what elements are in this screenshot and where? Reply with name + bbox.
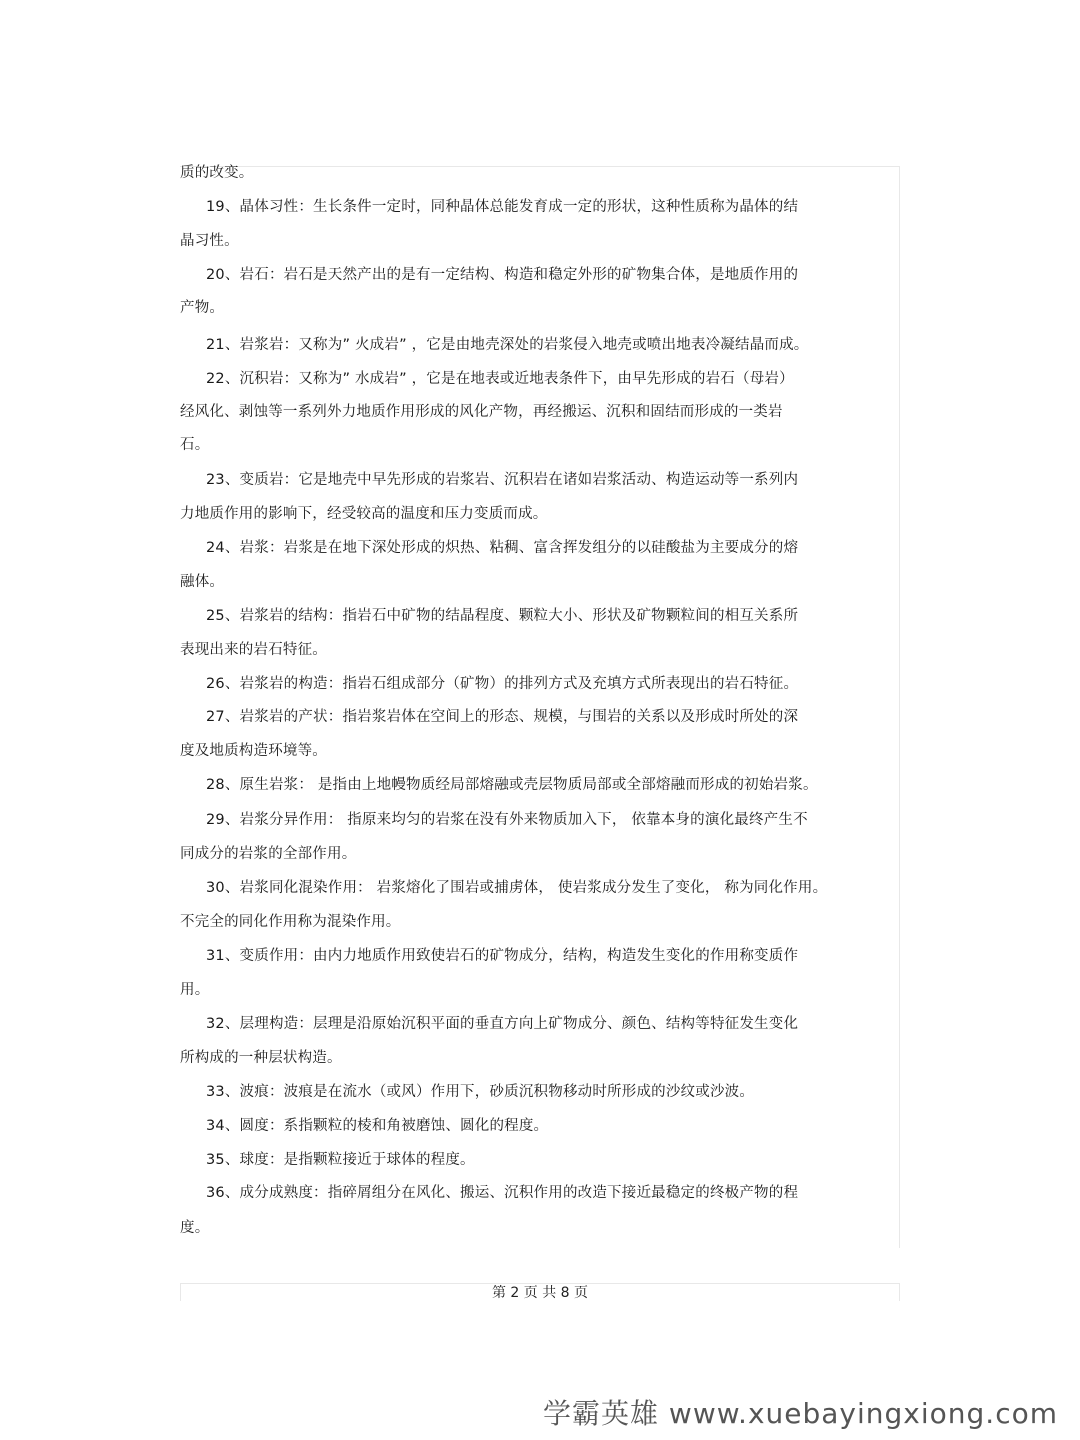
text-line: 石。 [180, 437, 210, 453]
text-line: 34、圆度：系指颗粒的棱和角被磨蚀、圆化的程度。 [206, 1118, 549, 1134]
text-line: 35、球度：是指颗粒接近于球体的程度。 [206, 1152, 475, 1168]
text-line: 22、沉积岩：又称为” 水成岩” ，它是在地表或近地表条件下，由早先形成的岩石（母岩） [206, 371, 794, 387]
text-line: 用。 [180, 982, 210, 998]
text-line: 产物。 [180, 300, 225, 316]
text-line: 33、波痕：波痕是在流水（或风）作用下，砂质沉积物移动时所形成的沙纹或沙波。 [206, 1084, 755, 1100]
text-line: 度及地质构造环境等。 [180, 743, 327, 759]
text-line: 23、变质岩：它是地壳中早先形成的岩浆岩、沉积岩在诸如岩浆活动、构造运动等一系列内 [206, 472, 799, 488]
text-line: 晶习性。 [180, 233, 239, 249]
text-line: 28、原生岩浆： 是指由上地幔物质经局部熔融或壳层物质局部或全部熔融而形成的初始岩浆。 [206, 777, 818, 793]
text-line: 经风化、剥蚀等一系列外力地质作用形成的风化产物，再经搬运、沉积和固结而形成的一类岩 [180, 404, 783, 420]
text-line: 所构成的一种层状构造。 [180, 1050, 342, 1066]
text-line: 力地质作用的影响下，经受较高的温度和压力变质而成。 [180, 506, 548, 522]
text-line: 融体。 [180, 574, 225, 590]
site-watermark: 学霸英雄 www.xuebayingxiong.com [543, 1397, 1058, 1430]
text-line: 同成分的岩浆的全部作用。 [180, 846, 357, 862]
text-line: 质的改变。 [180, 165, 254, 181]
text-line: 24、岩浆：岩浆是在地下深处形成的炽热、粘稠、富含挥发组分的以硅酸盐为主要成分的熔 [206, 540, 799, 556]
text-line: 度。 [180, 1220, 210, 1236]
text-line: 不完全的同化作用称为混染作用。 [180, 914, 401, 930]
text-line: 30、岩浆同化混染作用： 岩浆熔化了围岩或捕虏体， 使岩浆成分发生了变化， 称为同化作用。 [206, 880, 828, 896]
text-line: 26、岩浆岩的构造：指岩石组成部分（矿物）的排列方式及充填方式所表现出的岩石特征。 [206, 676, 799, 692]
text-line: 20、岩石：岩石是天然产出的是有一定结构、构造和稳定外形的矿物集合体，是地质作用的 [206, 267, 799, 283]
text-line: 19、晶体习性：生长条件一定时，同种晶体总能发育成一定的形状，这种性质称为晶体的结 [206, 199, 799, 215]
text-line: 29、岩浆分异作用： 指原来均匀的岩浆在没有外来物质加入下， 依靠本身的演化最终产生不 [206, 812, 808, 828]
text-line: 36、成分成熟度：指碎屑组分在风化、搬运、沉积作用的改造下接近最稳定的终极产物的程 [206, 1185, 799, 1201]
text-line: 25、岩浆岩的结构：指岩石中矿物的结晶程度、颗粒大小、形状及矿物颗粒间的相互关系所 [206, 608, 799, 624]
text-line: 21、岩浆岩：又称为” 火成岩” ，它是由地壳深处的岩浆侵入地壳或喷出地表冷凝结晶而成。 [206, 337, 809, 353]
text-line: 31、变质作用：由内力地质作用致使岩石的矿物成分，结构，构造发生变化的作用称变质作 [206, 948, 799, 964]
text-line: 27、岩浆岩的产状：指岩浆岩体在空间上的形态、规模，与围岩的关系以及形成时所处的深 [206, 709, 799, 725]
text-line: 32、层理构造：层理是沿原始沉积平面的垂直方向上矿物成分、颜色、结构等特征发生变化 [206, 1016, 799, 1032]
page-number: 第 2 页 共 8 页 [491, 1285, 589, 1301]
text-line: 表现出来的岩石特征。 [180, 642, 327, 658]
